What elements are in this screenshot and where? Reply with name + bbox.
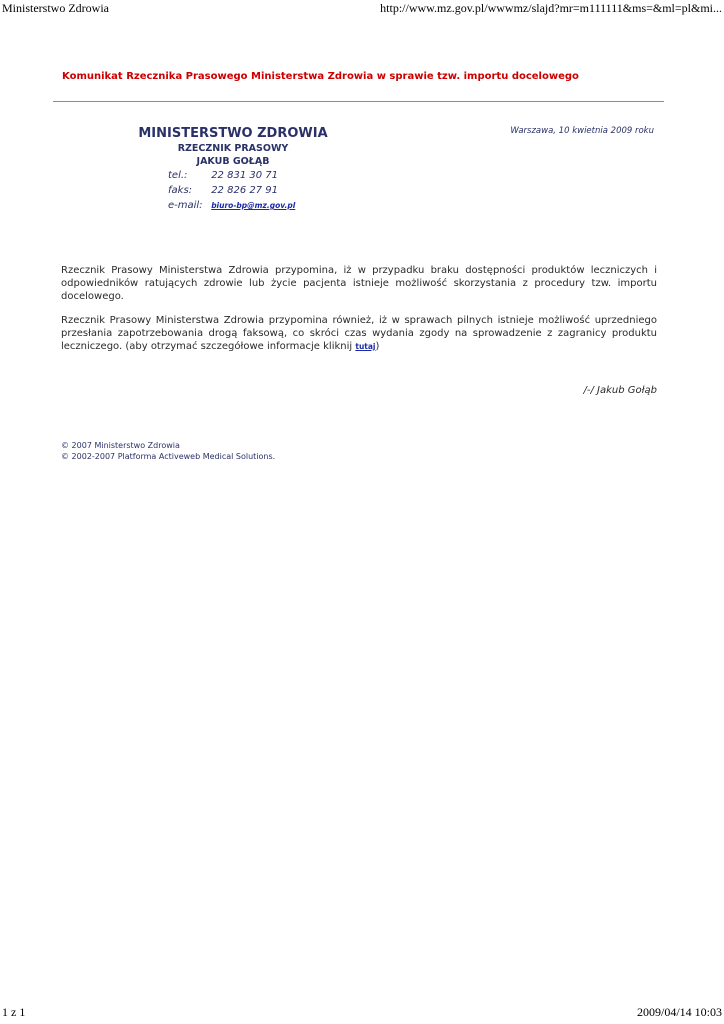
copyright-ministry: © 2007 Ministerstwo Zdrowia bbox=[61, 441, 180, 450]
phone-value: 22 831 30 71 bbox=[211, 170, 278, 181]
fax-value: 22 826 27 91 bbox=[211, 185, 278, 196]
spokesperson-role: RZECZNIK PRASOWY bbox=[177, 143, 289, 154]
date-line: Warszawa, 10 kwietnia 2009 roku bbox=[510, 126, 654, 136]
body-paragraph-1: Rzecznik Prasowy Ministerstwa Zdrowia przypomina, iż w przypadku braku dostępności produktów leczniczych i odpowiedników ratujących zdrowie lub życie pacjenta istnieje możliwość skorzystania z procedury tzw. importu docelowego. bbox=[61, 265, 657, 302]
contact-fax bbox=[168, 185, 278, 196]
body-paragraph-2-close: ) bbox=[375, 341, 380, 352]
print-footer-timestamp: 2009/04/14 10:03 bbox=[636, 1005, 722, 1019]
page-title: Komunikat Rzecznika Prasowego Ministerstwa Zdrowia w sprawie tzw. importu docelowego bbox=[62, 71, 579, 82]
print-header-title: Ministerstwo Zdrowia bbox=[2, 1, 109, 15]
contact-phone bbox=[168, 170, 278, 181]
print-header-url: http://www.mz.gov.pl/wwwmz/slajd?mr=m111111&ms=&ml=pl&mi... bbox=[380, 1, 722, 15]
body-paragraph-2 bbox=[61, 314, 657, 353]
fax-label: faks: bbox=[168, 185, 193, 196]
phone-label: tel.: bbox=[168, 170, 188, 181]
email-link[interactable]: biuro-bp@mz.gov.pl bbox=[211, 201, 296, 210]
body-paragraph-2-text: Rzecznik Prasowy Ministerstwa Zdrowia przypomina również, iż w sprawach pilnych istnieje możliwość uprzedniego przesłania zapotrzebowania drogą faksową, co skróci czas wydania zgody na sprowadzenie z zagranicy produktu leczniczego. (aby otrzymać szczegółowe informacje kliknij bbox=[61, 315, 657, 352]
print-footer-page: 1 z 1 bbox=[2, 1005, 26, 1019]
divider bbox=[53, 101, 664, 102]
details-link[interactable]: tutaj bbox=[355, 342, 376, 351]
email-label: e-mail: bbox=[168, 200, 203, 211]
signature: /-/ Jakub Gołąb bbox=[583, 385, 657, 396]
spokesperson-name: JAKUB GOŁĄB bbox=[196, 156, 270, 167]
contact-email bbox=[168, 200, 295, 211]
copyright-platform: © 2002-2007 Platforma Activeweb Medical Solutions. bbox=[61, 452, 276, 461]
org-name: MINISTERSTWO ZDROWIA bbox=[138, 126, 328, 141]
